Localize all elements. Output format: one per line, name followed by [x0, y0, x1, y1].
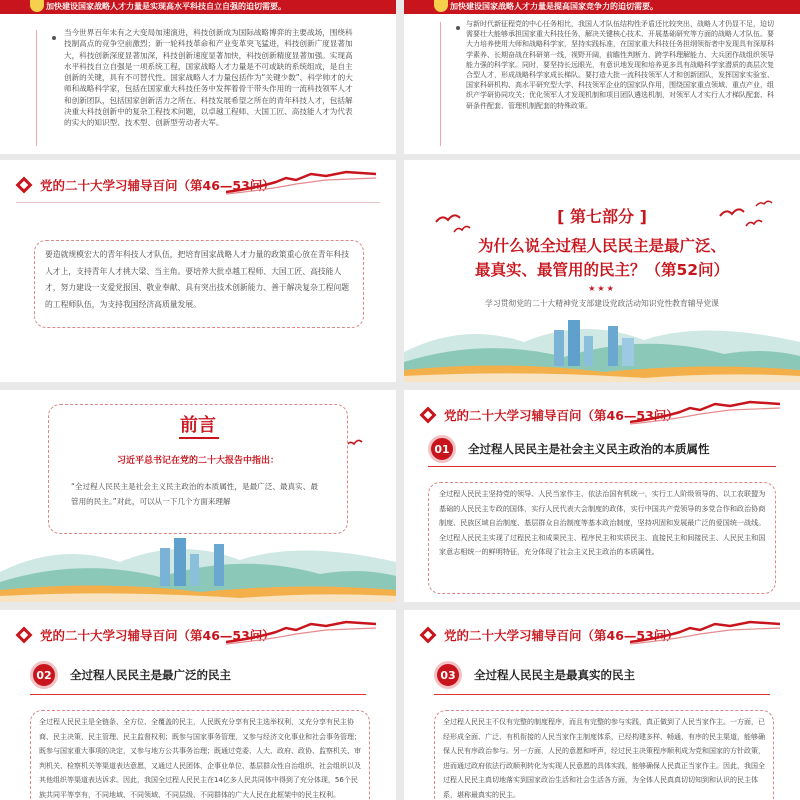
- great-wall-icon: [630, 400, 780, 426]
- diamond-icon: [16, 177, 33, 194]
- great-wall-icon: [226, 620, 376, 646]
- topic-number: 03: [434, 661, 462, 689]
- slide-6[interactable]: [404, 390, 800, 602]
- topic-divider: [428, 466, 776, 467]
- slide-3-body: 要造就规模宏大的青年科技人才队伍，把培育国家战略人才力量的政策重心放在青年科技人才上，支持青年人才挑大梁、当主角。要培养大批卓越工程师、大国工匠、高技能人才，努力建设一支爱党报国、敬业奉献、具有突出技术创新能力、善于解决复杂工程问题的工程师队伍，为支持我国经济高质量发展。: [45, 250, 350, 309]
- stars-decoration: ★★★: [588, 284, 616, 293]
- slide-4[interactable]: [404, 160, 800, 382]
- topic-divider: [434, 694, 770, 695]
- title-underline: [179, 437, 219, 439]
- part-label: [ 第七部分 ]: [557, 207, 647, 226]
- header-title: 党的二十大学习辅导百问（第46—53问）: [444, 628, 679, 643]
- bullet-icon: [456, 26, 460, 30]
- slide-1[interactable]: [0, 0, 396, 154]
- content-card: [30, 710, 370, 800]
- title-line-2: 最真实、最管用的民主？（第52问）: [474, 261, 730, 279]
- great-wall-icon: [226, 170, 376, 196]
- landscape-illustration: [0, 532, 396, 602]
- subtitle: 学习贯彻党的二十大精神党支部建设党政活动知识党性教育辅导党课: [485, 299, 719, 308]
- preface-quote: “全过程人民民主是社会主义民主政治的本质属性，是最广泛、最真实、最管用的民主。”对此，可以从一下几个方面来理解: [71, 482, 318, 506]
- great-wall-icon: [630, 620, 780, 646]
- slide-7-body: 全过程人民民主是全链条、全方位、全覆盖的民主，人民既充分享有民主选举权利，又充分享有民主协商、民主决策、民主管理、民主监督权利；既参与国家事务管理，又参与经济文化事业和社会事务管理；既参与国家重大事项的决定，又参与地方公共事务治理；既通过党委、人大、政府、政协、监察机关、审判机关、检察机关等渠道表达意愿，又通过人民团体、企事业单位、基层群众性自治组织、社会组织以及其他组织等渠道表达诉求。因此，我国全过程人民民主在14亿多人民共同体中得到了充分体现，56个民族共同平等享有，不同地域、不同领域、不同层级、不同群体的广大人民在此框架中的民主权利。: [39, 718, 361, 799]
- preface-card: [48, 404, 348, 534]
- left-rule: [440, 22, 441, 146]
- header-title: 党的二十大学习辅导百问（第46—53问）: [444, 408, 679, 423]
- slide-1-top-text: 加快建设国家战略人才力量是实现高水平科技自立自强的迫切需要。: [46, 2, 286, 11]
- slide-header: [0, 624, 396, 646]
- divider: [16, 202, 380, 203]
- slide-2-top-text: 加快建设国家战略人才力量是提高国家竞争力的迫切需要。: [450, 2, 658, 11]
- header-title: 党的二十大学习辅导百问（第46—53问）: [40, 178, 275, 193]
- landscape-illustration: [404, 312, 800, 382]
- slide-6-body: 全过程人民民主坚持党的领导、人民当家作主、依法治国有机统一，实行工人阶级领导的、以工农联盟为基础的人民民主专政的国体，实行人民代表大会制度的政体，实行中国共产党领导的多党合作和政治协商制度、民族区域自治制度、基层群众自治制度等基本政治制度，坚持巩固和发展最广泛的爱国统一战线。全过程人民民主实现了过程民主和成果民主、程序民主和实质民主、直接民主和间接民主、人民民主和国家意志相统一的鲜明特征，充分体现了社会主义民主政治的本质属性。: [439, 489, 766, 557]
- content-card: [434, 710, 774, 800]
- slide-8[interactable]: [404, 610, 800, 800]
- topic-heading: [30, 660, 231, 690]
- topic-number: 02: [30, 661, 58, 689]
- left-rule: [36, 30, 37, 146]
- topic-text: 全过程人民民主是社会主义民主政治的本质属性: [468, 442, 710, 456]
- content-card: [34, 240, 364, 328]
- bullet-icon: [52, 36, 56, 40]
- slide-2-body: 与新时代新征程党的中心任务相比，我国人才队伍结构性矛盾还比较突出，战略人才仍显不足，迫切需要壮大能够承担国家重大科技任务、解决关键核心技术、开展基础研究等方面的战略人才队伍。要大力培养使用大师和战略科学家，坚持实践标准，在国家重大科技任务担纲领衔者中发现具有深厚科学素养、长期奋战在科研第一线，视野开阔，前瞻性判断力、跨学科理解能力、大兵团作战组织领导能力强的科学家。同时，要坚持长远眼光，有意识地发现和培养更多具有战略科学家潜质的高层次复合型人才，形成战略科学家成长梯队。要打造大批一流科技领军人才和创新团队，发挥国家实验室、国家科研机构、高水平研究型大学、科技领军企业的国家队作用，围绕国家重点领域、重点产业，组织产学研协同攻关；优化领军人才发现机制和项目团队遴选机制，对领军人才实行人才梯队配套、科研条件配套、管理机制配套的特殊政策。: [466, 20, 774, 110]
- slide-header: [404, 404, 800, 426]
- slide-header: [0, 174, 396, 196]
- header-title: 党的二十大学习辅导百问（第46—53问）: [40, 628, 275, 643]
- title-line-1: 为什么说全过程人民民主是最广泛、: [477, 237, 726, 255]
- slide-8-body: 全过程人民民主不仅有完整的制度程序，而且有完整的参与实践，真正做到了人民当家作主。一方面，已经形成全面、广泛、有机衔接的人民当家作主制度体系，已经构建多样、畅通、有序的民主渠道，能够确保人民有序政治参与。另一方面，人民的意愿和呼声，经过民主决策程序顺利成为党和国家的方针政策，进而通过政府依法行政顺利转化为实现人民意愿的具体实践，能够确保人民真正当家作主。因此，我国全过程人民民主真切地落实到国家政治生活和社会生活各方面，为全体人民真真切切知到和认识的民主体系，堪称最真实的民主。: [443, 718, 765, 799]
- slide-3[interactable]: [0, 160, 396, 382]
- diamond-icon: [16, 627, 33, 644]
- preface-title: 前言: [180, 415, 216, 436]
- topic-heading: [434, 660, 635, 690]
- topic-number: 01: [428, 435, 456, 463]
- slide-1-body: 当今世界百年未有之大变局加速演进，科技创新成为国际战略博弈的主要战场，围绕科技制高点的竞争空前激烈；新一轮科技革命和产业变革突飞猛进，科技创新广度显著加大，科技创新深度显著加深，科技创新速度显著加快，科技创新精度显著加强。实现高水平科技自立自强是一项系统工程，国家战略人才力量是不可或缺的系统组成，是自主创新的关键，具有不可替代性。国家战略人才力量包括作为“关键少数”、科学帅才的大师和战略科学家，包括在国家重大科技任务中发挥着骨干带头作用的一流科技领军人才和创新团队，包括国家创新活力之所在、科技发展希望之所在的青年科技人才，包括解决重大科技创新中的复杂工程技术问题，以卓越工程师、大国工匠、高技能人才为代表的实大的知识型、技术型、创新型劳动者大军。: [64, 28, 353, 128]
- content-card: [428, 482, 776, 594]
- slide-7[interactable]: [0, 610, 396, 800]
- topic-divider: [30, 694, 366, 695]
- topic-text: 全过程人民民主是最广泛的民主: [70, 668, 231, 682]
- slide-5[interactable]: [0, 390, 396, 602]
- slide-2[interactable]: [404, 0, 800, 154]
- slide-header: [404, 624, 800, 646]
- diamond-icon: [420, 627, 437, 644]
- diamond-icon: [420, 407, 437, 424]
- topic-text: 全过程人民民主是最真实的民主: [474, 668, 635, 682]
- topic-heading: [428, 434, 710, 464]
- preface-lead: 习近平总书记在党的二十大报告中指出：: [116, 456, 279, 466]
